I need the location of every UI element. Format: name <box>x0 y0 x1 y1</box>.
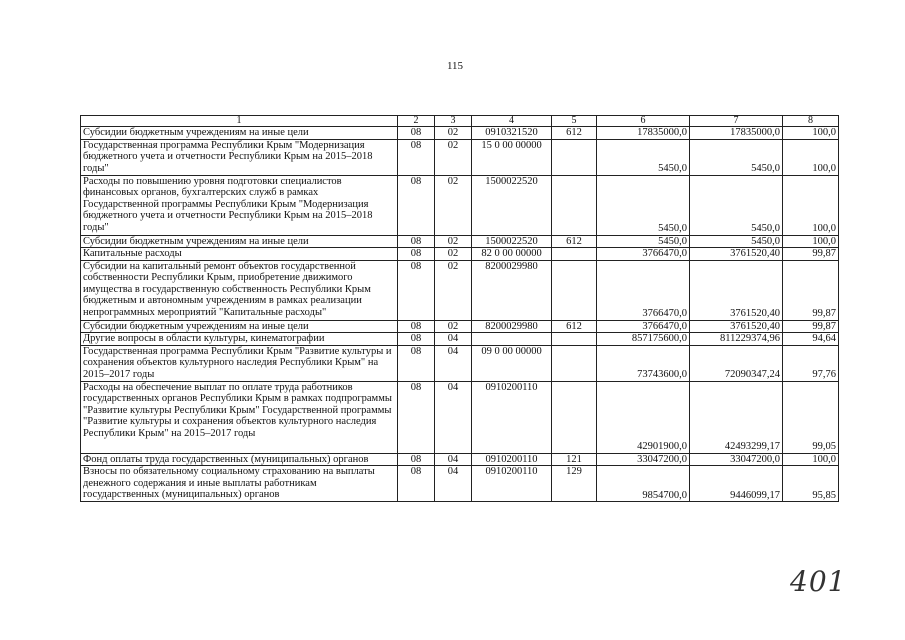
row-name-cell: Другие вопросы в области культуры, кинематографии <box>81 333 398 346</box>
row-name-cell: Государственная программа Республики Крым "Модернизация бюджетного учета и отчетности Республики Крым на 2015–2018 годы" <box>81 139 398 175</box>
planned-amount-cell: 3766470,0 <box>597 248 690 261</box>
subsection-code-cell: 04 <box>435 453 472 466</box>
subsection-code-cell: 02 <box>435 175 472 235</box>
table-row <box>81 466 839 502</box>
execution-percent-cell: 99,05 <box>783 381 839 453</box>
planned-amount-cell: 3766470,0 <box>597 260 690 320</box>
header-row <box>81 116 839 127</box>
table-row <box>81 175 839 235</box>
subsection-code-cell: 04 <box>435 466 472 502</box>
header-cell: 2 <box>398 116 435 127</box>
planned-amount-cell: 5450,0 <box>597 235 690 248</box>
subsection-code-cell: 04 <box>435 345 472 381</box>
actual-amount-cell: 42493299,17 <box>690 381 783 453</box>
actual-amount-cell: 5450,0 <box>690 235 783 248</box>
header-cell: 4 <box>472 116 552 127</box>
execution-percent-cell: 100,0 <box>783 175 839 235</box>
execution-percent-cell: 100,0 <box>783 235 839 248</box>
target-article-code-cell: 0910200110 <box>472 381 552 453</box>
planned-amount-cell: 9854700,0 <box>597 466 690 502</box>
table-row <box>81 345 839 381</box>
table-row <box>81 333 839 346</box>
subsection-code-cell: 02 <box>435 139 472 175</box>
subsection-code-cell: 02 <box>435 235 472 248</box>
section-code-cell: 08 <box>398 333 435 346</box>
execution-percent-cell: 97,76 <box>783 345 839 381</box>
header-cell: 3 <box>435 116 472 127</box>
expense-type-code-cell: 612 <box>552 235 597 248</box>
subsection-code-cell: 02 <box>435 248 472 261</box>
section-code-cell: 08 <box>398 235 435 248</box>
actual-amount-cell: 17835000,0 <box>690 127 783 140</box>
subsection-code-cell: 04 <box>435 333 472 346</box>
actual-amount-cell: 33047200,0 <box>690 453 783 466</box>
expense-type-code-cell: 129 <box>552 466 597 502</box>
actual-amount-cell: 3761520,40 <box>690 320 783 333</box>
expense-type-code-cell <box>552 381 597 453</box>
target-article-code-cell: 82 0 00 00000 <box>472 248 552 261</box>
page-number: 115 <box>446 60 464 72</box>
expense-type-code-cell <box>552 248 597 261</box>
expense-type-code-cell: 121 <box>552 453 597 466</box>
row-name-cell: Капитальные расходы <box>81 248 398 261</box>
execution-percent-cell: 100,0 <box>783 453 839 466</box>
section-code-cell: 08 <box>398 466 435 502</box>
row-name-cell: Субсидии бюджетным учреждениям на иные цели <box>81 320 398 333</box>
table-row <box>81 248 839 261</box>
table-row <box>81 381 839 453</box>
row-name-cell: Субсидии на капитальный ремонт объектов государственной собственности Республики Крым, приобретение движимого имущества в государственную собственность Республики Крым бюджетным и автономным учреждениям в рамках реализации непрограммных мероприятий "Капитальные расходы" <box>81 260 398 320</box>
target-article-code-cell: 0910200110 <box>472 453 552 466</box>
section-code-cell: 08 <box>398 260 435 320</box>
execution-percent-cell: 99,87 <box>783 248 839 261</box>
table-row <box>81 320 839 333</box>
planned-amount-cell: 5450,0 <box>597 139 690 175</box>
row-name-cell: Взносы по обязательному социальному страхованию на выплаты денежного содержания и иные выплаты работникам государственных (муниципальных) органов <box>81 466 398 502</box>
expense-type-code-cell: 612 <box>552 320 597 333</box>
expense-type-code-cell <box>552 260 597 320</box>
section-code-cell: 08 <box>398 127 435 140</box>
planned-amount-cell: 3766470,0 <box>597 320 690 333</box>
section-code-cell: 08 <box>398 320 435 333</box>
header-cell: 7 <box>690 116 783 127</box>
subsection-code-cell: 04 <box>435 381 472 453</box>
target-article-code-cell: 15 0 00 00000 <box>472 139 552 175</box>
actual-amount-cell: 5450,0 <box>690 139 783 175</box>
expense-type-code-cell <box>552 139 597 175</box>
expense-type-code-cell: 612 <box>552 127 597 140</box>
target-article-code-cell: 1500022520 <box>472 235 552 248</box>
target-article-code-cell: 0910200110 <box>472 466 552 502</box>
subsection-code-cell: 02 <box>435 127 472 140</box>
actual-amount-cell: 5450,0 <box>690 175 783 235</box>
subsection-code-cell: 02 <box>435 260 472 320</box>
execution-percent-cell: 100,0 <box>783 139 839 175</box>
row-name-cell: Субсидии бюджетным учреждениям на иные цели <box>81 235 398 248</box>
actual-amount-cell: 3761520,40 <box>690 260 783 320</box>
section-code-cell: 08 <box>398 248 435 261</box>
section-code-cell: 08 <box>398 381 435 453</box>
execution-percent-cell: 95,85 <box>783 466 839 502</box>
planned-amount-cell: 17835000,0 <box>597 127 690 140</box>
handwritten-page-mark: 401 <box>790 565 847 598</box>
actual-amount-cell: 9446099,17 <box>690 466 783 502</box>
execution-percent-cell: 100,0 <box>783 127 839 140</box>
row-name-cell: Государственная программа Республики Крым "Развитие культуры и сохранения объектов культурного наследия Республики Крым" на 2015–2017 годы <box>81 345 398 381</box>
target-article-code-cell: 8200029980 <box>472 260 552 320</box>
expense-type-code-cell <box>552 345 597 381</box>
target-article-code-cell <box>472 333 552 346</box>
planned-amount-cell: 857175600,0 <box>597 333 690 346</box>
actual-amount-cell: 811229374,96 <box>690 333 783 346</box>
execution-percent-cell: 99,87 <box>783 320 839 333</box>
table-row <box>81 139 839 175</box>
table-row <box>81 453 839 466</box>
row-name-cell: Расходы по повышению уровня подготовки специалистов финансовых органов, бухгалтерских служб в рамках Государственной программы Республики Крым "Модернизация бюджетного учета и отчетности Республики Крым на 2015–2018 годы" <box>81 175 398 235</box>
planned-amount-cell: 5450,0 <box>597 175 690 235</box>
table-row <box>81 127 839 140</box>
expense-type-code-cell <box>552 175 597 235</box>
section-code-cell: 08 <box>398 175 435 235</box>
actual-amount-cell: 3761520,40 <box>690 248 783 261</box>
target-article-code-cell: 8200029980 <box>472 320 552 333</box>
section-code-cell: 08 <box>398 345 435 381</box>
section-code-cell: 08 <box>398 139 435 175</box>
execution-percent-cell: 94,64 <box>783 333 839 346</box>
planned-amount-cell: 73743600,0 <box>597 345 690 381</box>
actual-amount-cell: 72090347,24 <box>690 345 783 381</box>
planned-amount-cell: 42901900,0 <box>597 381 690 453</box>
row-name-cell: Фонд оплаты труда государственных (муниципальных) органов <box>81 453 398 466</box>
expense-type-code-cell <box>552 333 597 346</box>
section-code-cell: 08 <box>398 453 435 466</box>
header-cell: 8 <box>783 116 839 127</box>
execution-percent-cell: 99,87 <box>783 260 839 320</box>
row-name-cell: Субсидии бюджетным учреждениям на иные цели <box>81 127 398 140</box>
header-cell: 6 <box>597 116 690 127</box>
table-row <box>81 235 839 248</box>
budget-table <box>80 115 839 502</box>
target-article-code-cell: 09 0 00 00000 <box>472 345 552 381</box>
planned-amount-cell: 33047200,0 <box>597 453 690 466</box>
row-name-cell: Расходы на обеспечение выплат по оплате труда работников государственных органов Республики Крым в рамках подпрограммы "Развитие культуры Республики Крым" Государственной программы "Развитие культуры и сохранения объектов культурного наследия Республики Крым" на 2015–2017 годы <box>81 381 398 453</box>
table-row <box>81 260 839 320</box>
subsection-code-cell: 02 <box>435 320 472 333</box>
target-article-code-cell: 0910321520 <box>472 127 552 140</box>
header-cell: 5 <box>552 116 597 127</box>
header-cell: 1 <box>81 116 398 127</box>
target-article-code-cell: 1500022520 <box>472 175 552 235</box>
